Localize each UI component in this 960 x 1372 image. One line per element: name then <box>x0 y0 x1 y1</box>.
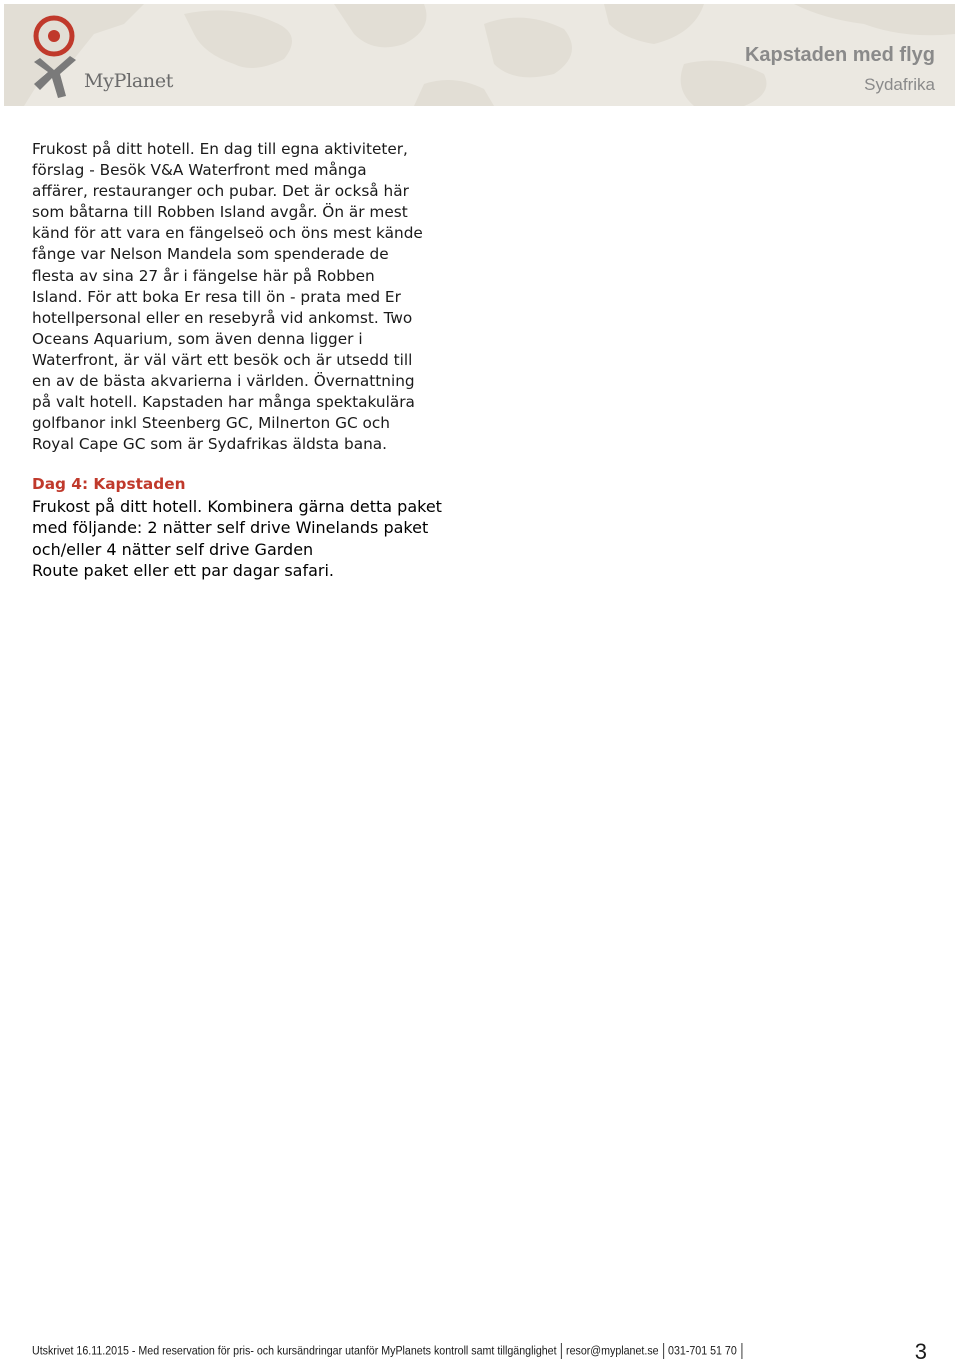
page-number: 3 <box>914 1339 927 1364</box>
text-line: Route paket eller ett par dagar safari. <box>32 560 335 580</box>
text-line: och/eller 4 nätter self drive Garden <box>32 539 314 559</box>
day3-paragraph <box>32 139 482 455</box>
day4-heading: Dag 4: Kapstaden <box>32 475 186 493</box>
text-line: Oceans Aquarium, som även denna ligger i <box>32 329 363 348</box>
text-line: Frukost på ditt hotell. En dag till egna aktiviteter, <box>32 140 408 158</box>
page-subtitle: Sydafrika <box>864 75 935 94</box>
text-line: hotellpersonal eller en resebyrå vid ankomst. Two <box>32 308 413 327</box>
page-title: Kapstaden med flyg <box>744 44 935 66</box>
text-line: Royal Cape GC som är Sydafrikas äldsta bana. <box>32 435 388 454</box>
day3-description <box>32 139 482 455</box>
footer-separator <box>741 1343 742 1359</box>
footer-disclaimer: Utskrivet 16.11.2015 - Med reservation för pris- och kursändringar utanför MyPlanets kontroll samt tillgänglighet <box>32 1343 557 1358</box>
day4-description <box>32 496 442 581</box>
page-header <box>4 4 955 106</box>
text-line: Waterfront, är väl värt ett besök och är utsedd till <box>32 350 413 369</box>
text-line: affärer, restauranger och pubar. Det är också här <box>32 182 409 201</box>
text-line: på valt hotell. Kapstaden har många spektakulära <box>32 393 415 412</box>
text-line: golfbanor inkl Steenberg GC, Milnerton GC och <box>32 414 390 433</box>
text-line: Frukost på ditt hotell. Kombinera gärna detta paket <box>32 497 442 516</box>
footer-phone: 031-701 51 70 <box>668 1343 737 1358</box>
logo-text: MyPlanet <box>84 70 174 92</box>
text-line: en av de bästa akvarierna i världen. Övernattning <box>32 372 415 391</box>
footer-email[interactable]: resor@myplanet.se <box>566 1343 659 1358</box>
footer-separator <box>561 1343 562 1359</box>
text-line: som båtarna till Robben Island avgår. Ön är mest <box>32 203 408 222</box>
text-line: förslag - Besök V&A Waterfront med många <box>32 161 367 180</box>
text-line: flesta av sina 27 år i fängelse här på Robben <box>32 266 375 285</box>
text-line: fånge var Nelson Mandela som spenderade de <box>32 245 389 264</box>
text-line: med följande: 2 nätter self drive Winelands paket <box>32 518 429 538</box>
text-line: Island. För att boka Er resa till ön - prata med Er <box>32 287 401 306</box>
text-line: känd för att vara en fängelseö och öns mest kände <box>32 224 423 243</box>
footer-separator <box>663 1343 664 1359</box>
page-footer <box>32 1343 746 1359</box>
